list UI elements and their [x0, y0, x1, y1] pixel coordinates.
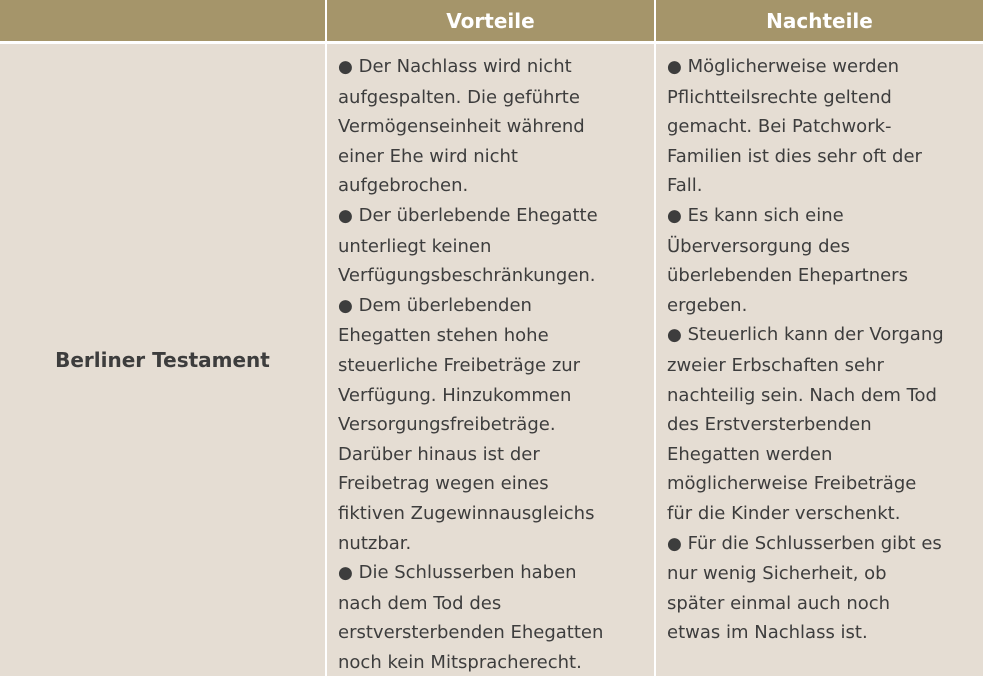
vorteil-item: [338, 52, 646, 201]
row-label-cell: [0, 44, 325, 676]
bullet-icon: ●: [338, 205, 353, 226]
bullet-icon: ●: [667, 57, 682, 77]
bullet-icon: ●: [667, 325, 682, 346]
bullet-icon: ●: [667, 205, 682, 226]
vorteil-item: [338, 201, 646, 291]
bullet-icon: ●: [338, 295, 353, 316]
vorteil-text: Dem überlebenden Ehegatten stehen hohe steuerliche Freibeträge zur Verfügung. Hinzukommen Versorgungsfreibeträge. Darüber hinaus ist der Freibetrag wegen eines fiktiven Zugewinnausgleichs nutzbar.: [338, 294, 595, 554]
nachteil-text: Es kann sich eine Überversorgung des überlebenden Ehepartners ergeben.: [667, 204, 908, 316]
vorteil-text: Der Nachlass wird nicht aufgespalten. Die geführte Vermögenseinheit während einer Ehe wird nicht aufgebrochen.: [338, 56, 585, 197]
row-label: Berliner Testament: [55, 348, 270, 372]
nachteil-item: [667, 529, 975, 648]
bullet-icon: ●: [667, 533, 682, 554]
nachteil-text: Steuerlich kann der Vorgang zweier Erbschaften sehr nachteilig sein. Nach dem Tod des Erstversterbenden Ehegatten werden möglicherweise Freibeträge für die Kinder verschenkt.: [667, 324, 944, 524]
vorteil-item: [338, 558, 646, 677]
nachteil-item: [667, 320, 975, 528]
vorteil-item: [338, 291, 646, 558]
header-nachteile: Nachteile: [656, 0, 983, 41]
bullet-icon: ●: [338, 57, 353, 77]
nachteil-item: [667, 52, 975, 201]
vorteil-text: Die Schlusserben haben nach dem Tod des erstversterbenden Ehegatten noch kein Mitspracherecht.: [338, 562, 604, 673]
vorteile-cell: [327, 44, 654, 676]
nachteil-text: Möglicherweise werden Pflichtteilsrechte geltend gemacht. Bei Patchwork- Familien ist dies sehr oft der Fall.: [667, 56, 922, 197]
header-vorteile: Vorteile: [327, 0, 654, 41]
vorteil-text: Der überlebende Ehegatte unterliegt keinen Verfügungsbeschränkungen.: [338, 204, 598, 287]
header-cell-empty: [0, 0, 325, 41]
nachteil-text: Für die Schlusserben gibt es nur wenig Sicherheit, ob später einmal auch noch etwas im Nachlass ist.: [667, 532, 942, 644]
bullet-icon: ●: [338, 563, 353, 584]
nachteile-cell: [656, 44, 983, 676]
nachteil-item: [667, 201, 975, 320]
